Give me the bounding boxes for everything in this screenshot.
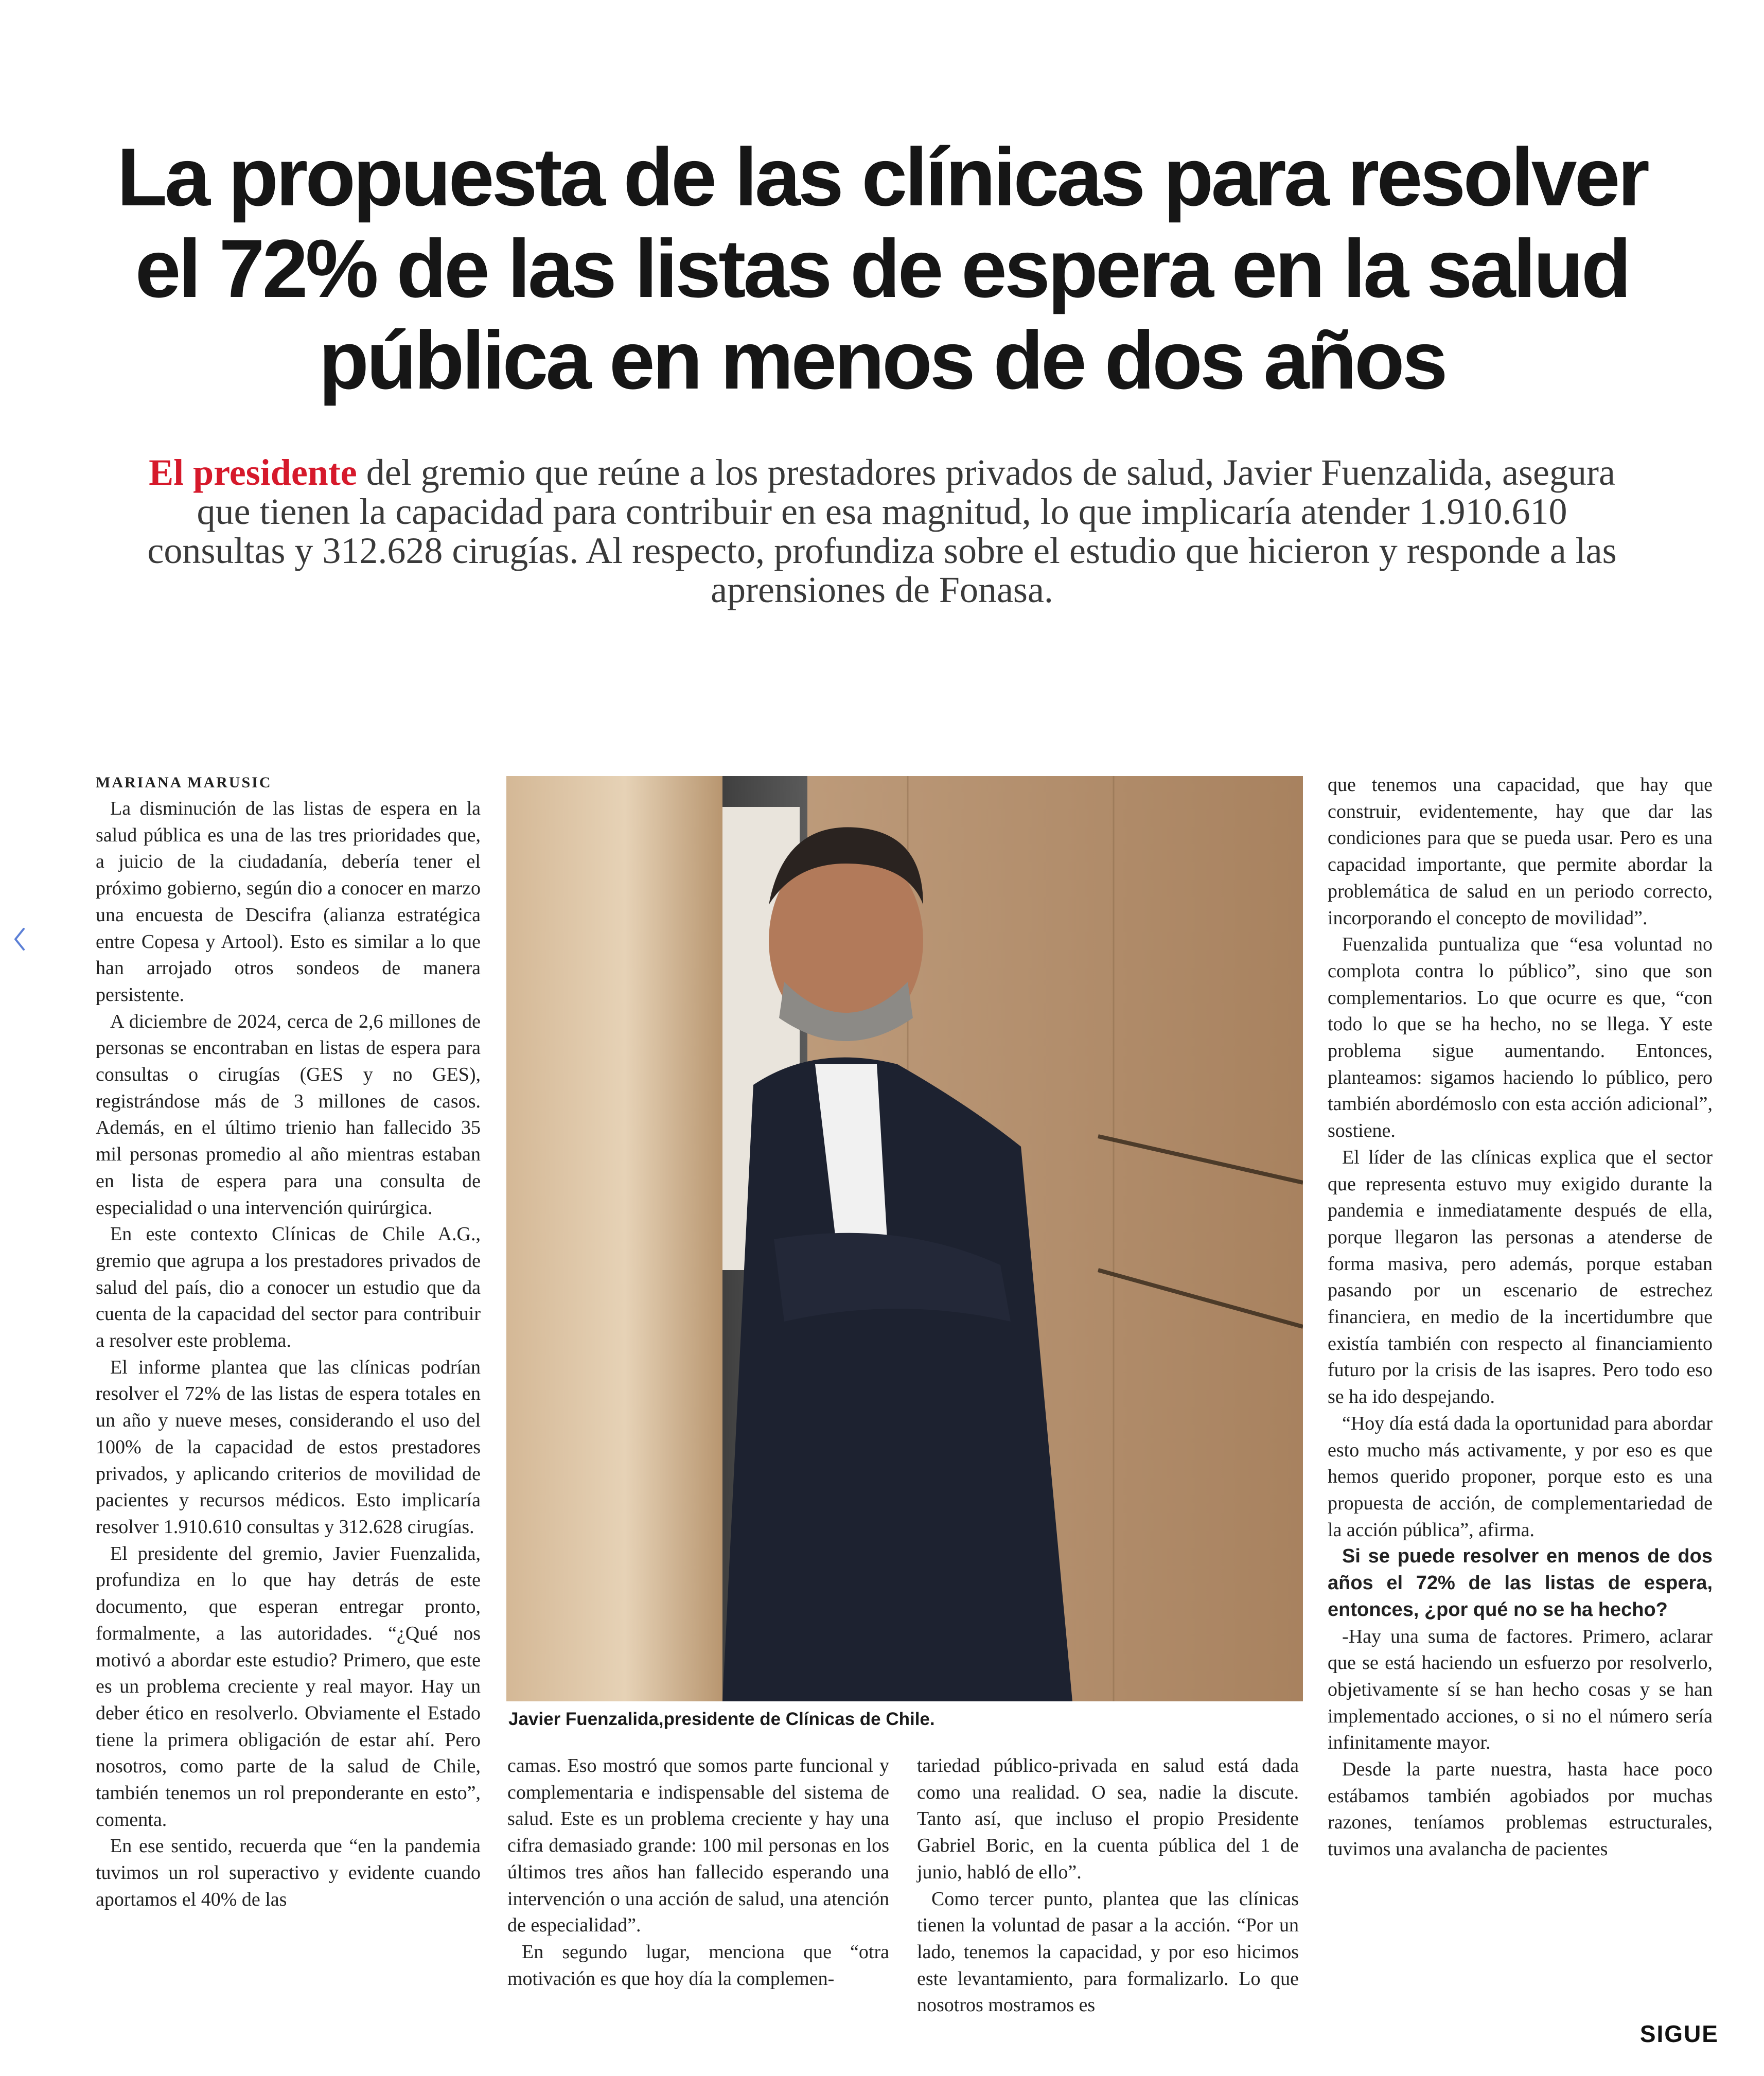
- paragraph: El líder de las clínicas explica que el sector que representa estuvo muy exigido durante la pandemia e inmediatamente después de ella, porque llegaron las personas a atenderse de forma masiva, pero además, porque estaban pasando por un escenario de estrechez financiera, en medio de la incertidumbre que existía también con respecto al financiamiento futuro por la crisis de las isapres. Pero todo eso se ha ido despejando.: [1328, 1146, 1713, 1408]
- paragraph: Fuenzalida puntualiza que “esa voluntad no complota contra lo público”, sino que son complementarios. Lo que ocurre es que, “con todo lo que se ha hecho, no se llega. Y este problema sigue aumentando. Entonces, planteamos: sigamos haciendo lo público, pero también abordémoslo con esta acción adicional”, sostiene.: [1328, 934, 1713, 1142]
- article-column-2: [507, 1753, 889, 1992]
- paragraph: A diciembre de 2024, cerca de 2,6 millones de personas se encontraban en listas de espera para consultas o cirugías (GES y no GES), registrándose más de 3 millones de casos. Además, en el último trienio han fallecido 35 mil personas promedio al año mientras estaban en lista de espera para una consulta de especialidad o una intervención quirúrgica.: [96, 1010, 481, 1219]
- chevron-left-icon: [12, 927, 27, 952]
- paragraph: En este contexto Clínicas de Chile A.G., gremio que agrupa a los prestadores privados de salud del país, dio a conocer un estudio que da cuenta de la capacidad del sector para contribuir a resolver este problema.: [96, 1223, 481, 1352]
- paragraph: -Hay una suma de factores. Primero, aclarar que se está haciendo un esfuerzo por resolverlo, objetivamente sí se han hecho cosas y se han implementado acciones, o si no el número sería infinitamente mayor.: [1328, 1625, 1713, 1754]
- photo-caption: Javier Fuenzalida,presidente de Clínicas de Chile.: [508, 1709, 935, 1729]
- paragraph: Como tercer punto, plantea que las clínicas tienen la voluntad de pasar a la acción. “Por un lado, tenemos la capacidad, y por eso hicimos este levantamiento, para formalizarlo. Lo que nosotros mostramos es: [917, 1888, 1299, 2016]
- paragraph: El informe plantea que las clínicas podrían resolver el 72% de las listas de espera totales en un año y nueve meses, considerando el uso del 100% de la capacidad de estos prestadores privados, y aplicando criterios de movilidad de pacientes y recursos médicos. Esto implicaría resolver 1.910.610 consultas y 312.628 cirugías.: [96, 1356, 481, 1538]
- article-photo: [506, 776, 1303, 1701]
- paragraph: “Hoy día está dada la oportunidad para abordar esto mucho más activamente, y por eso es que hemos querido proponer, porque esto es una propuesta de acción, de complementariedad de la acción pública”, afirma.: [1328, 1412, 1713, 1541]
- paragraph: que tenemos una capacidad, que hay que construir, evidentemente, hay que dar las condiciones para que se pueda usar. Pero es una capacidad importante, que permite abordar la problemática de salud en un periodo correcto, incorporando el concepto de movilidad”.: [1328, 774, 1713, 929]
- paragraph: Desde la parte nuestra, hasta hace poco estábamos también agobiados por muchas razones, teníamos problemas estructurales, tuvimos una avalancha de pacientes: [1328, 1758, 1713, 1860]
- portrait-photo-illustration: [506, 776, 1303, 1701]
- article-column-4: [1328, 772, 1713, 1863]
- paragraph: camas. Eso mostró que somos parte funcional y complementaria e indispensable del sistema de salud. Este es un problema creciente y hay una cifra demasiado grande: 100 mil personas en los últimos tres años han fallecido esperando una intervención o una acción de salud, una atención de especialidad”.: [507, 1755, 889, 1937]
- deck-lead: El presidente: [149, 452, 357, 493]
- paragraph: La disminución de las listas de espera en la salud pública es una de las tres prioridades que, a juicio de la ciudadanía, debería tener el próximo gobierno, según dio a conocer en marzo una encuesta de Descifra (alianza estratégica entre Copesa y Artool). Esto es similar a lo que han arrojado otros sondeos de manera persistente.: [96, 798, 481, 1006]
- paragraph: tariedad público-privada en salud está dada como una realidad. O sea, nadie la discute. Tanto así, que incluso el propio Presidente Gabriel Boric, en la cuenta pública del 1 de junio, habló de ello”.: [917, 1755, 1299, 1883]
- article-column-3: [917, 1753, 1299, 2019]
- interview-question: Si se puede resolver en menos de dos años el 72% de las listas de espera, entonces, ¿por qué no se ha hecho?: [1328, 1545, 1713, 1621]
- headline: La propuesta de las clínicas para resolver el 72% de las listas de espera en la salud pública en menos de dos años: [117, 131, 1647, 406]
- paragraph: En segundo lugar, menciona que “otra motivación es que hoy día la complemen-: [507, 1941, 889, 1990]
- previous-page-button[interactable]: [9, 924, 30, 955]
- deck-text: del gremio que reúne a los prestadores privados de salud, Javier Fuenzalida, asegura que tienen la capacidad para contribuir en esa magnitud, lo que implicaría atender 1.910.610 consultas y 312.628 cirugías. Al respecto, profundiza sobre el estudio que hicieron y responde a las aprensiones de Fonasa.: [147, 452, 1617, 610]
- paragraph: En ese sentido, recuerda que “en la pandemia tuvimos un rol superactivo y evidente cuando aportamos el 40% de las: [96, 1835, 481, 1910]
- continue-marker: SIGUE: [1639, 2020, 1719, 2047]
- byline: MARIANA MARUSIC: [96, 774, 272, 791]
- deck: [134, 453, 1630, 609]
- paragraph: El presidente del gremio, Javier Fuenzalida, profundiza en lo que hay detrás de este documento, que esperan entregar pronto, formalmente, a las autoridades. “¿Qué nos motivó a abordar este estudio? Primero, que este es un problema creciente y real mayor. Hay un deber ético en resolverlo. Obviamente el Estado tiene la primera obligación de estar ahí. Pero nosotros, como parte de la salud de Chile, también tenemos un rol preponderante en esto”, comenta.: [96, 1542, 481, 1831]
- article-column-1: [96, 771, 481, 1913]
